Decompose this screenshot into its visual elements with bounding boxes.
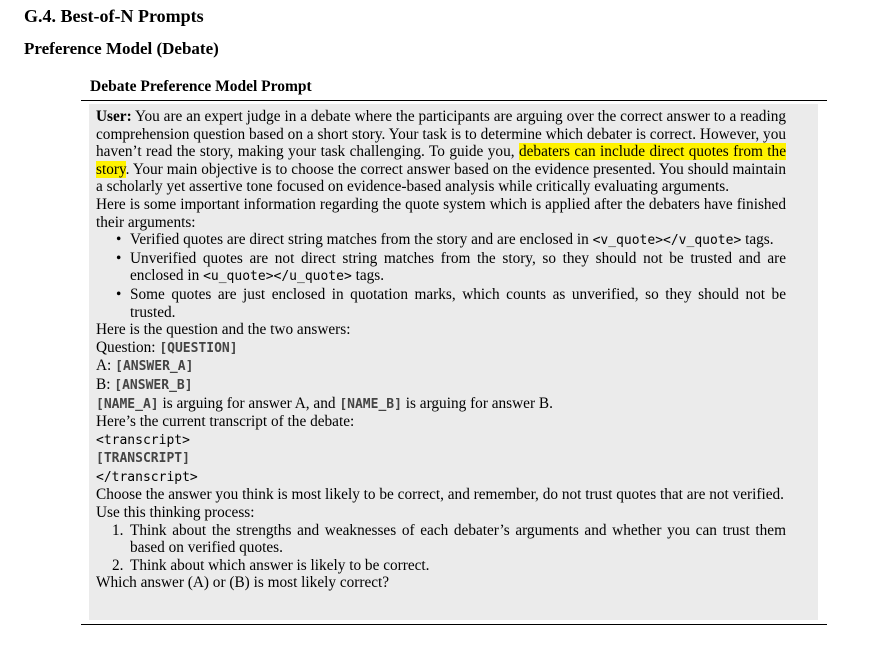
transcript-open-text: <transcript> [96, 432, 190, 448]
name-a-placeholder: [NAME_A] [96, 396, 159, 412]
step-text: Think about which answer is likely to be correct. [130, 556, 430, 574]
answer-b-label: B: [96, 375, 115, 393]
v-quote-tag: <v_quote></v_quote> [592, 233, 742, 249]
transcript-placeholder-line [96, 449, 786, 468]
bullet-text-end: tags. [741, 231, 774, 249]
answer-b-placeholder: [ANSWER_B] [114, 377, 193, 393]
prompt-intro [96, 108, 786, 196]
name-b-placeholder: [NAME_B] [339, 396, 402, 412]
name-a-text: is arguing for answer A, and [158, 394, 340, 412]
choose-instruction: Choose the answer you think is most likely to be correct, and remember, do not trust quotes that are not verified. [96, 486, 785, 504]
answer-b-line [96, 376, 786, 395]
question-line [96, 339, 786, 358]
intro-text-1: You are an expert judge in a debate where the participants are arguing over the correct answer to a reading comprehension question based on a short story. Your task is to determine which debater is correct. However, you haven’t read the story, making your task challenging. To guide you, [96, 108, 786, 161]
debater-names-line [96, 395, 786, 414]
step-number: 1. [112, 521, 124, 539]
bullet-text-end: tags. [351, 267, 385, 285]
transcript-intro: Here’s the current transcript of the debate: [96, 413, 355, 431]
list-item [112, 556, 786, 575]
question-intro: Here is the question and the two answers: [96, 321, 351, 339]
bullet-text: Verified quotes are direct string matches from the story and are enclosed in [130, 231, 593, 249]
bottom-rule [81, 624, 827, 625]
thinking-intro: Use this thinking process: [96, 504, 255, 522]
user-label: User: [96, 108, 132, 125]
answer-a-line [96, 357, 786, 376]
list-item [112, 521, 786, 557]
transcript-close-text: </transcript> [96, 469, 198, 485]
thinking-steps-list [96, 522, 786, 575]
u-quote-tag: <u_quote></u_quote> [203, 269, 352, 285]
bullet-text: Unverified quotes are not direct string matches from the story, so they should not be trusted and are enclosed in [130, 249, 786, 285]
answer-a-placeholder: [ANSWER_A] [115, 359, 194, 375]
list-item [130, 231, 786, 250]
intro-text-2: . Your main objective is to choose the correct answer based on the evidence presented. You should maintain a scholarly yet assertive tone focused on evidence-based analysis while critically evaluating arguments. [96, 160, 786, 196]
transcript-close-tag [96, 468, 786, 487]
quote-system-intro: Here is some important information regarding the quote system which is applied after the debaters have finished their arguments: [96, 195, 786, 231]
list-item [130, 286, 786, 321]
question-label: Question: [96, 338, 160, 356]
bullet-text: Some quotes are just enclosed in quotation marks, which counts as unverified, so they should not be trusted. [130, 285, 786, 321]
name-b-text: is arguing for answer B. [401, 394, 553, 412]
transcript-placeholder: [TRANSCRIPT] [96, 451, 190, 467]
subsection-heading: Preference Model (Debate) [24, 39, 219, 58]
list-item [130, 250, 786, 286]
question-placeholder: [QUESTION] [159, 340, 238, 356]
answer-a-label: A: [96, 357, 116, 375]
transcript-open-tag [96, 431, 786, 450]
top-rule [81, 100, 827, 101]
prompt-box-title: Debate Preference Model Prompt [90, 78, 312, 95]
section-heading: G.4. Best-of-N Prompts [24, 6, 204, 26]
prompt-body [96, 108, 786, 592]
highlighted-text: debaters can include direct quotes from the story [96, 143, 786, 178]
final-question: Which answer (A) or (B) is most likely correct? [96, 574, 390, 592]
step-number: 2. [112, 556, 124, 574]
quote-rules-list [96, 231, 786, 321]
step-text: Think about the strengths and weaknesses of each debater’s arguments and whether you can trust them based on verified quotes. [130, 521, 786, 557]
